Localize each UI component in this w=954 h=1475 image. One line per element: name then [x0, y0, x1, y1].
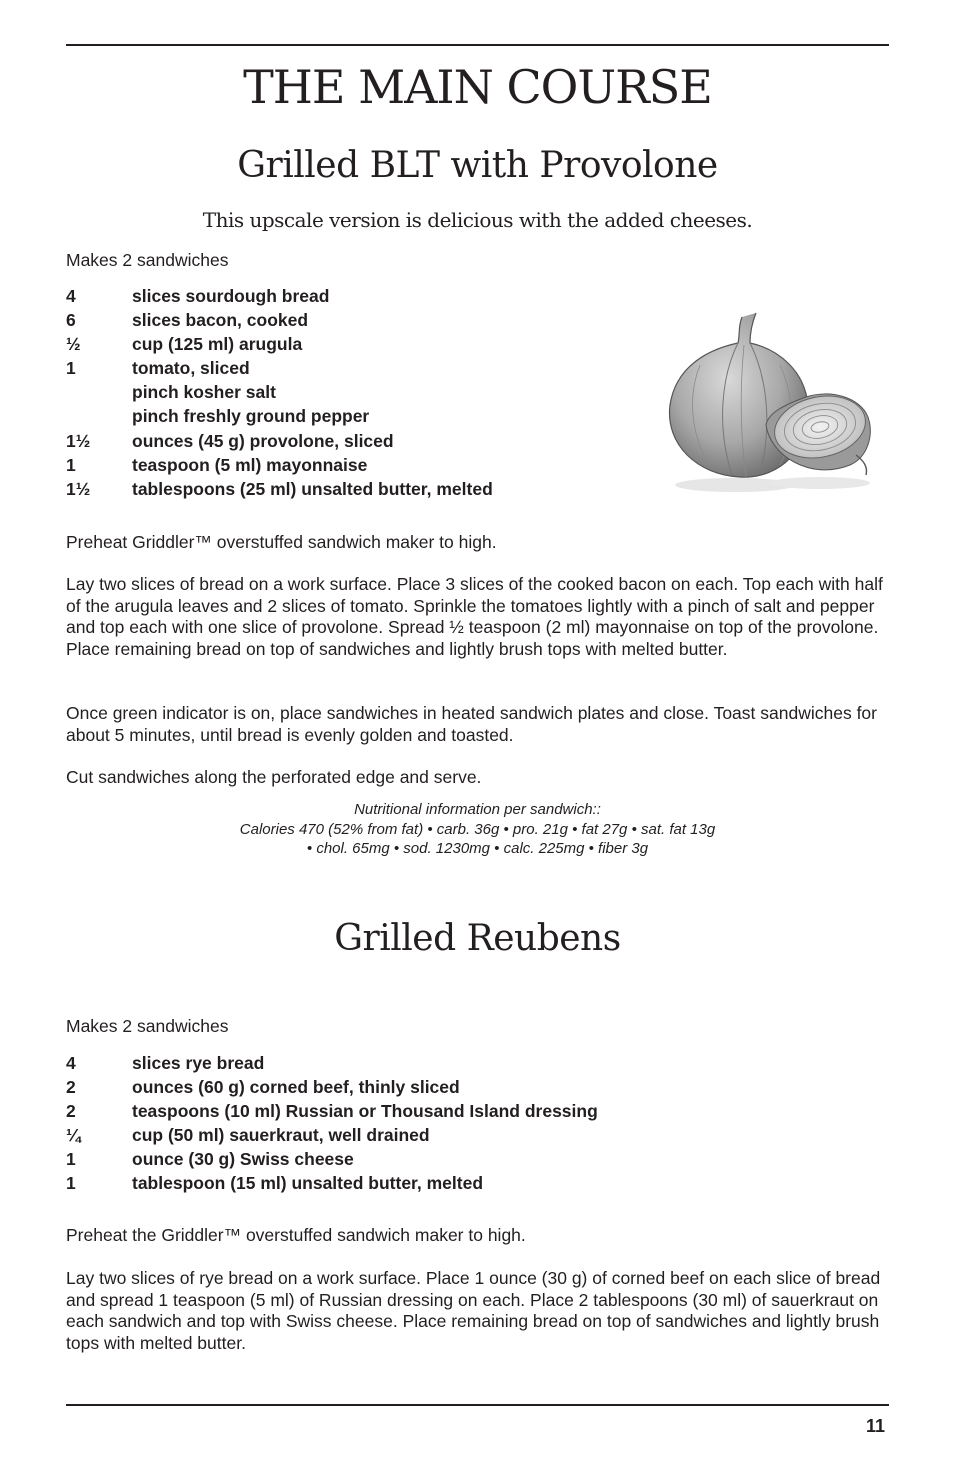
- ingredient-row: [66, 1051, 598, 1075]
- section-title: THE MAIN COURSE: [243, 60, 712, 114]
- onion-illustration-icon: [660, 305, 875, 495]
- ingredient-item: ounce (30 g) Swiss cheese: [132, 1149, 354, 1170]
- ingredient-row: [66, 404, 493, 428]
- recipe1-yield: Makes 2 sandwiches: [66, 250, 229, 270]
- ingredient-item: tablespoons (25 ml) unsalted butter, melted: [132, 478, 493, 499]
- ingredient-item: ounces (45 g) provolone, sliced: [132, 430, 394, 451]
- top-rule: [66, 44, 889, 46]
- recipe1-step-2: Lay two slices of bread on a work surface. Place 3 slices of the cooked bacon on each. Top each with half of the arugula leaves and 2 slices of tomato. Sprinkle the tomatoes lightly with a pinch of salt and pepper and top each with one slice of provolone. Spread ½ teaspoon (2 ml) mayonnaise on top of the provolone. Place remaining bread on top of sandwiches and lightly brush tops with melted butter.: [66, 574, 883, 659]
- recipe2-ingredient-list: [66, 1051, 598, 1196]
- bottom-rule: [66, 1404, 889, 1406]
- recipe2-step-2: Lay two slices of rye bread on a work surface. Place 1 ounce (30 g) of corned beef on each slice of bread and spread 1 teaspoon (5 ml) of Russian dressing on each. Place 2 tablespoons (30 ml) of sauerkraut on each sandwich and top with Swiss cheese. Place remaining bread on top of sandwiches and lightly brush tops with melted butter.: [66, 1268, 881, 1353]
- recipe2-yield: Makes 2 sandwiches: [66, 1016, 229, 1036]
- ingredient-qty: ¼: [66, 1125, 81, 1146]
- ingredient-item: cup (50 ml) sauerkraut, well drained: [132, 1125, 430, 1146]
- ingredient-row: [66, 1171, 598, 1195]
- ingredient-row: [66, 356, 493, 380]
- ingredient-row: [66, 1075, 598, 1099]
- ingredient-qty: 1: [66, 1173, 76, 1194]
- ingredient-qty: 4: [66, 1053, 76, 1073]
- ingredient-qty: 1½: [66, 430, 91, 451]
- ingredient-row: [66, 429, 493, 453]
- ingredient-item: slices sourdough bread: [132, 286, 330, 306]
- ingredient-item: tomato, sliced: [132, 358, 250, 379]
- recipe2-title: Grilled Reubens: [334, 918, 621, 959]
- ingredient-item: slices bacon, cooked: [132, 310, 309, 331]
- ingredient-item: pinch freshly ground pepper: [132, 406, 370, 427]
- ingredient-item: teaspoon (5 ml) mayonnaise: [132, 454, 368, 475]
- ingredient-row: [66, 332, 493, 356]
- recipe1-step-1: Preheat Griddler™ overstuffed sandwich maker to high.: [66, 532, 497, 552]
- ingredient-row: [66, 284, 493, 308]
- ingredient-row: [66, 477, 493, 501]
- ingredient-row: [66, 1147, 598, 1171]
- ingredient-qty: 2: [66, 1101, 76, 1122]
- ingredient-row: [66, 1099, 598, 1123]
- ingredient-qty: 6: [66, 310, 76, 331]
- ingredient-qty: 4: [66, 286, 76, 306]
- ingredient-qty: 1: [66, 454, 76, 475]
- nutrition-heading: Nutritional information per sandwich::: [354, 801, 601, 818]
- nutrition-line-1: Calories 470 (52% from fat) • carb. 36g • pro. 21g • fat 27g • sat. fat 13g: [239, 820, 716, 838]
- ingredient-row: [66, 1123, 598, 1147]
- ingredient-item: teaspoons (10 ml) Russian or Thousand Island dressing: [132, 1101, 598, 1122]
- recipe1-ingredient-list: [66, 284, 493, 501]
- recipe1-step-4: Cut sandwiches along the perforated edge and serve.: [66, 767, 482, 787]
- ingredient-item: cup (125 ml) arugula: [132, 334, 303, 355]
- ingredient-qty: 2: [66, 1077, 76, 1098]
- ingredient-qty: 1: [66, 358, 76, 379]
- ingredient-item: ounces (60 g) corned beef, thinly sliced: [132, 1077, 460, 1098]
- recipe1-title: Grilled BLT with Provolone: [237, 145, 718, 186]
- recipe1-step-3: Once green indicator is on, place sandwiches in heated sandwich plates and close. Toast sandwiches for about 5 minutes, until bread is evenly golden and toasted.: [66, 703, 877, 745]
- recipe1-subtitle: This upscale version is delicious with the added cheeses.: [202, 208, 753, 232]
- nutrition-line-2: • chol. 65mg • sod. 1230mg • calc. 225mg • fiber 3g: [306, 840, 649, 857]
- ingredient-item: pinch kosher salt: [132, 382, 276, 403]
- ingredient-row: [66, 453, 493, 477]
- recipe1-nutrition: [66, 800, 889, 859]
- page-number: 11: [865, 1416, 885, 1436]
- ingredient-row: [66, 380, 493, 404]
- ingredient-qty: 1½: [66, 478, 91, 499]
- ingredient-item: slices rye bread: [132, 1053, 265, 1073]
- ingredient-item: tablespoon (15 ml) unsalted butter, melted: [132, 1173, 484, 1194]
- ingredient-row: [66, 308, 493, 332]
- ingredient-qty: ½: [66, 334, 81, 355]
- recipe2-step-1: Preheat the Griddler™ overstuffed sandwich maker to high.: [66, 1225, 526, 1245]
- ingredient-qty: 1: [66, 1149, 76, 1170]
